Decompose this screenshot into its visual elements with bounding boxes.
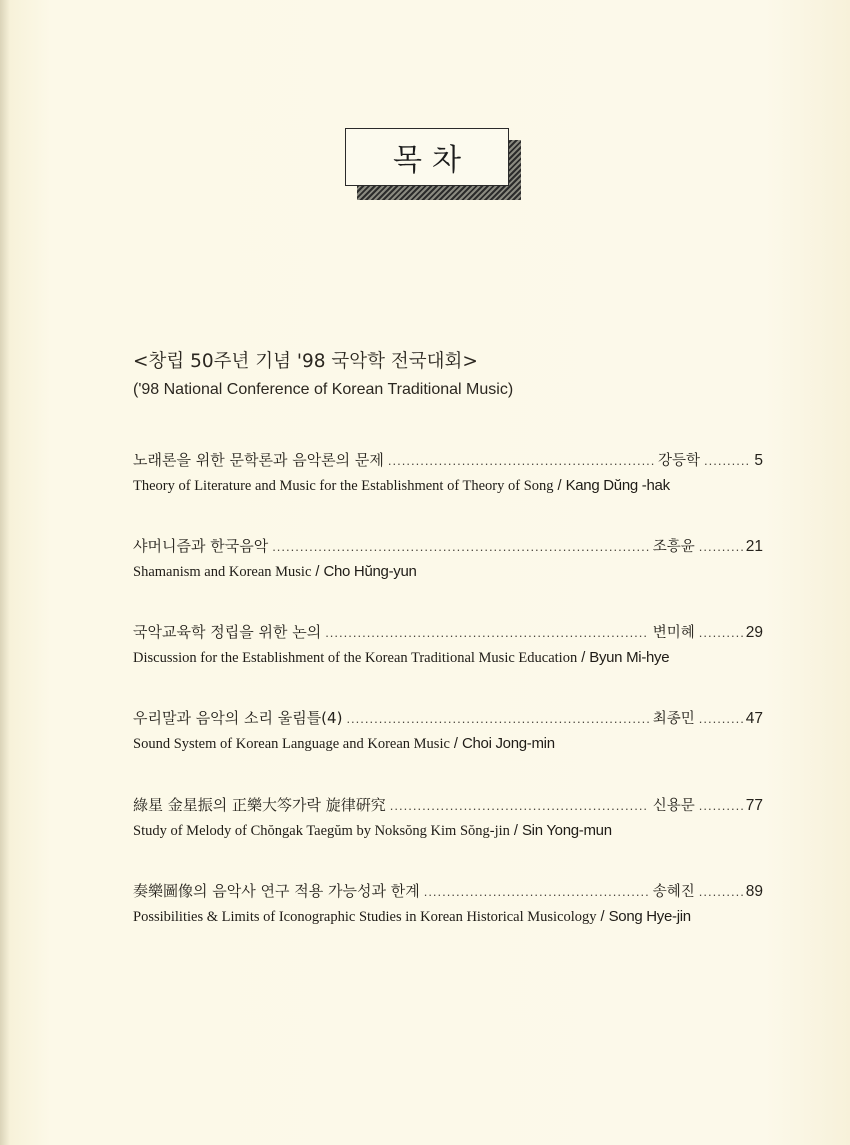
dot-leader (272, 539, 649, 554)
toc-entry-korean-line (133, 707, 763, 731)
toc-entry-korean-line (133, 449, 763, 473)
entry-author-korean: 최종민 (652, 711, 695, 727)
entry-author-english: Kang Dŭng -hak (565, 477, 670, 494)
entry-title-english: Possibilities & Limits of Iconographic Studies in Korean Historical Musicology (133, 909, 597, 925)
entry-page-number: 89 (745, 883, 763, 900)
conference-title-english: ('98 National Conference of Korean Traditional Music) (133, 381, 514, 398)
toc-entry[interactable] (133, 535, 763, 581)
conference-title-korean: <창립 50주년 기념 '98 국악학 전국대회> (133, 351, 478, 372)
entry-author-english: Choi Jong-min (461, 735, 555, 752)
toc-entry[interactable] (133, 707, 763, 753)
entry-page-number: 29 (745, 624, 763, 641)
entry-author-english: Cho Hŭng-yun (323, 563, 417, 580)
entry-author-english: Sin Yong-mun (521, 822, 612, 839)
entry-title-korean: 綠星 金星振의 正樂大笒가락 旋律硏究 (133, 796, 386, 814)
toc-entry[interactable] (133, 621, 763, 667)
toc-entry[interactable] (133, 449, 763, 495)
entry-title-korean: 노래론을 위한 문학론과 음악론의 문제 (133, 451, 384, 469)
toc-entry-english-line (133, 735, 763, 753)
dot-leader (699, 798, 743, 813)
entry-title-english: Theory of Literature and Music for the Establishment of Theory of Song (133, 478, 554, 494)
entry-page-number: 47 (745, 710, 763, 727)
entry-title-english: Sound System of Korean Language and Korean Music (133, 736, 450, 752)
toc-entry-english-line (133, 649, 763, 667)
entry-page-number: 77 (745, 797, 763, 814)
entry-title-korean: 우리말과 음악의 소리 울림틀(4) (133, 709, 343, 727)
entry-title-korean: 국악교육학 정립을 위한 논의 (133, 623, 322, 641)
entry-author-korean: 강등학 (657, 453, 700, 469)
entry-title-english: Discussion for the Establishment of the Korean Traditional Music Education (133, 650, 578, 666)
entry-author-english: Byun Mi-hye (589, 649, 670, 666)
toc-entry-english-line (133, 477, 763, 495)
dot-leader (699, 625, 743, 640)
separator: / (581, 650, 586, 666)
binding-shadow (0, 0, 10, 1145)
toc-title-box (345, 128, 521, 202)
dot-leader (699, 539, 743, 554)
dot-leader (346, 711, 648, 726)
entry-author-korean: 송혜진 (652, 884, 695, 900)
entry-author-korean: 조흥윤 (652, 539, 695, 555)
page-title: 목차 (393, 143, 471, 178)
toc-entry[interactable] (133, 880, 763, 926)
title-box-frame (345, 128, 509, 186)
entry-page-number: 5 (754, 452, 763, 469)
separator: / (513, 823, 518, 839)
toc-entry-korean-line (133, 794, 763, 818)
dot-leader (390, 798, 649, 813)
separator: / (557, 478, 562, 494)
separator: / (315, 564, 320, 580)
toc-entry-english-line (133, 908, 763, 926)
toc-entry-korean-line (133, 535, 763, 559)
toc-entry-english-line (133, 563, 763, 581)
toc-entry[interactable] (133, 794, 763, 840)
entry-author-english: Song Hye-jin (608, 908, 691, 925)
entry-author-korean: 신용문 (652, 798, 695, 814)
dot-leader (424, 884, 649, 899)
toc-entry-korean-line (133, 880, 763, 904)
toc-entry-english-line (133, 822, 763, 840)
entry-author-korean: 변미혜 (652, 625, 695, 641)
entry-title-korean: 奏樂圖像의 음악사 연구 적용 가능성과 한계 (133, 882, 420, 900)
entry-title-english: Study of Melody of Chŏngak Taegŭm by Noksŏng Kim Sŏng-jin (133, 823, 510, 839)
toc-entry-korean-line (133, 621, 763, 645)
dot-leader (699, 711, 743, 726)
entry-title-korean: 샤머니즘과 한국음악 (133, 537, 269, 555)
entry-page-number: 21 (745, 538, 763, 555)
dot-leader (325, 625, 649, 640)
dot-leader (699, 884, 743, 899)
separator: / (453, 736, 458, 752)
dot-leader (388, 453, 654, 468)
separator: / (600, 909, 605, 925)
entry-title-english: Shamanism and Korean Music (133, 564, 312, 580)
dot-leader (704, 453, 748, 468)
